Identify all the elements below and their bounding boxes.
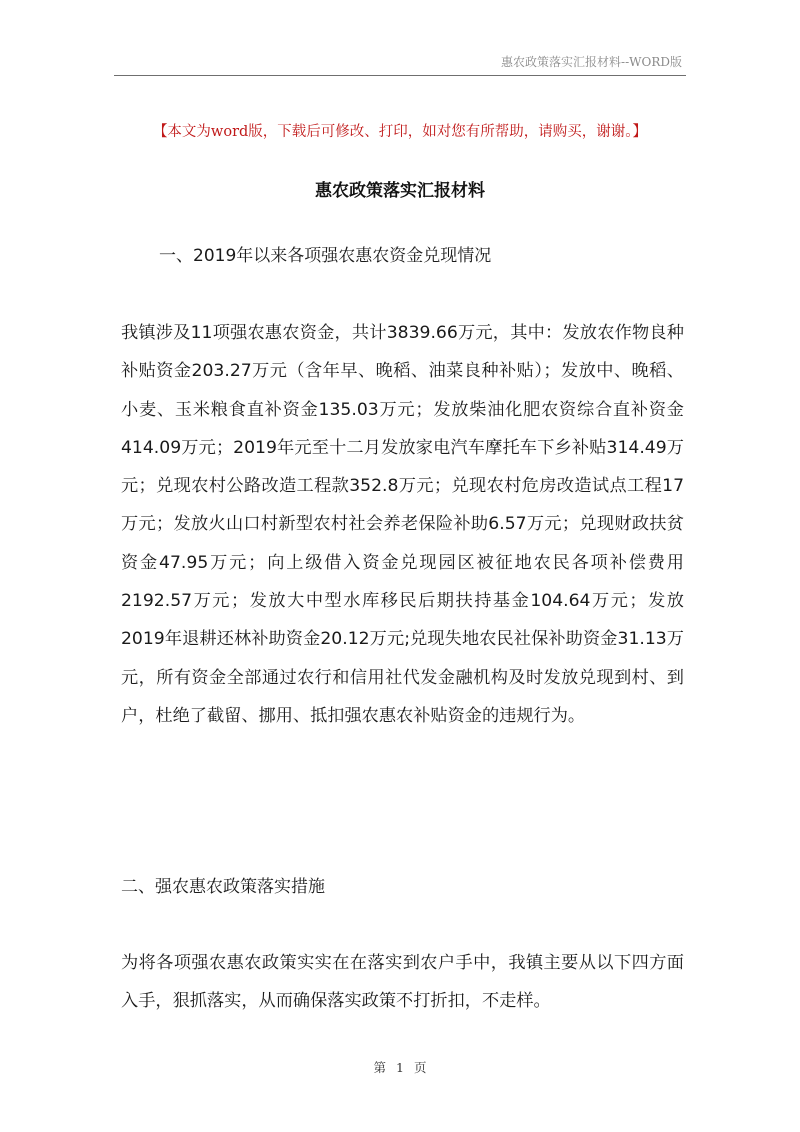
section2-paragraph: 为将各项强农惠农政策实实在在落实到农户手中，我镇主要从以下四方面入手，狠抓落实，从而确保落实政策不打折扣，不走样。 [121, 953, 684, 1012]
section2-heading: 二、强农惠农政策落实措施 [121, 877, 325, 897]
page-footer [0, 1058, 800, 1076]
purchase-notice: 【本文为word版，下载后可修改、打印，如对您有所帮助，请购买，谢谢。】 [152, 124, 648, 140]
section1-heading: 一、2019年以来各项强农惠农资金兑现情况 [159, 246, 492, 266]
page-number: 1 [396, 1060, 404, 1075]
header-divider [114, 75, 686, 76]
page-prefix: 第 [373, 1060, 387, 1075]
running-header: 惠农政策落实汇报材料--WORD版 [501, 55, 682, 69]
page-suffix: 页 [413, 1060, 427, 1075]
document-title: 惠农政策落实汇报材料 [315, 181, 485, 201]
section1-paragraph: 我镇涉及11项强农惠农资金，共计3839.66万元，其中：发放农作物良种补贴资金203.27万元（含年早、晚稻、油菜良种补贴）；发放中、晚稻、小麦、玉米粮食直补资金135.03万元；发放柴油化肥农资综合直补资金414.09万元；2019年元至十二月发放家电汽车摩托车下乡补贴314.49万元；兑现农村公路改造工程款352.8万元；兑现农村危房改造试点工程17万元；发放火山口村新型农村社会养老保险补助6.57万元；兑现财政扶贫资金47.95万元；向上级借入资金兑现园区被征地农民各项补偿费用2192.57万元；发放大中型水库移民后期扶持基金104.64万元；发放2019年退耕还林补助资金20.12万元;兑现失地农民社保补助资金31.13万元，所有资金全部通过农行和信用社代发金融机构及时发放兑现到村、到户，杜绝了截留、挪用、抵扣强农惠农补贴资金的违规行为。 [121, 323, 684, 726]
